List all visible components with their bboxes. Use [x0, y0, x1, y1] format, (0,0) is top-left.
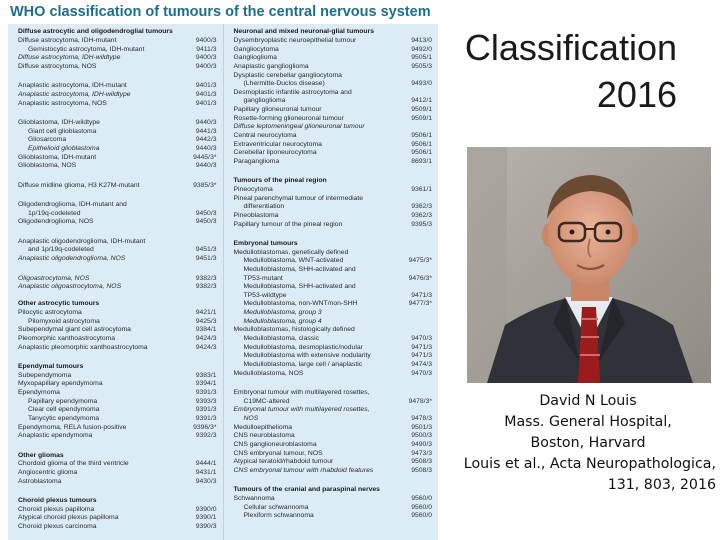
table-row — [224, 441, 439, 449]
icd-o-code: 9400/3 — [195, 62, 217, 70]
table-row — [224, 249, 439, 257]
icd-o-code: 9390/1 — [195, 514, 217, 522]
tumour-name: Neuronal and mixed neuronal-glial tumours — [233, 28, 374, 36]
slide-title — [445, 24, 677, 118]
tumour-name: Atypical teratoid/rhabdoid tumour — [233, 458, 334, 466]
who-table-right-column — [224, 24, 439, 540]
table-row — [8, 406, 223, 414]
icd-o-code: 9384/1 — [195, 326, 217, 334]
tumour-name: NOS — [243, 414, 259, 422]
table-row — [224, 257, 439, 265]
icd-o-code: 9492/0 — [411, 45, 432, 53]
tumour-name: Desmoplastic infantile astrocytoma and — [233, 88, 352, 96]
table-row — [8, 182, 223, 190]
tumour-name: Anaplastic oligoastrocytoma, NOS — [18, 283, 122, 291]
tumour-name: Medulloblastoma, WNT-activated — [243, 257, 344, 265]
table-row — [224, 389, 439, 397]
icd-o-code: 9471/3 — [411, 291, 432, 299]
table-row — [8, 119, 223, 127]
icd-o-code: 9474/3 — [411, 360, 432, 368]
table-row — [8, 255, 223, 263]
table-row — [8, 283, 223, 291]
icd-o-code: 9362/3 — [411, 211, 432, 219]
tumour-name: Glioblastoma, IDH-wildtype — [18, 119, 100, 127]
table-row — [8, 309, 223, 317]
icd-o-code: 9451/3 — [195, 255, 217, 263]
table-row — [224, 37, 439, 45]
tumour-name: Anaplastic ganglioglioma — [233, 62, 309, 70]
icd-o-code: 9382/3 — [195, 283, 217, 291]
tumour-name: Diffuse astrocytoma, IDH-wildtype — [18, 54, 121, 62]
tumour-name: Medulloblastoma, NOS — [233, 369, 304, 377]
table-row — [224, 300, 439, 308]
icd-o-code: 9560/0 — [411, 503, 432, 511]
table-row — [224, 195, 439, 203]
table-row — [8, 82, 223, 90]
icd-o-code: 9412/1 — [411, 97, 432, 105]
tumour-name: Other gliomas — [18, 451, 64, 459]
icd-o-code: 9470/3 — [411, 369, 432, 377]
tumour-name: Oligodendroglioma, IDH-mutant and — [18, 201, 127, 209]
tumour-name: Oligoastrocytoma, NOS — [18, 274, 90, 282]
who-table-title: WHO classification of tumours of the central nervous system — [10, 4, 431, 20]
tumour-name: CNS ganglioneuroblastoma — [233, 440, 317, 448]
table-row — [224, 458, 439, 466]
tumour-name: Astroblastoma — [18, 477, 62, 485]
tumour-name: Schwannoma — [233, 494, 275, 502]
tumour-name: 1p/19q-codeleted — [28, 209, 81, 217]
tumour-name: Medulloepithelioma — [233, 423, 293, 431]
tumour-name: Dysplastic cerebellar gangliocytoma — [233, 71, 342, 79]
table-row — [224, 415, 439, 423]
tumour-name: Embryonal tumour with multilayered rosettes, — [233, 406, 370, 414]
table-row — [8, 460, 223, 468]
table-row — [224, 406, 439, 414]
icd-o-code: 9411/3 — [196, 45, 217, 53]
icd-o-code: 9394/1 — [195, 380, 217, 388]
icd-o-code: 9393/3 — [195, 397, 217, 405]
tumour-name: Embryonal tumours — [233, 240, 298, 247]
tumour-name: Myxopapillary ependymoma — [18, 380, 103, 388]
table-row — [8, 54, 223, 62]
table-row — [224, 335, 439, 343]
table-row — [224, 72, 439, 80]
table-row — [8, 162, 223, 170]
icd-o-code: 9445/3* — [193, 153, 217, 161]
slide-title-line2: 2016 — [596, 74, 677, 115]
table-section-heading — [224, 177, 439, 185]
table-row — [224, 283, 439, 291]
icd-o-code: 9506/1 — [411, 149, 432, 157]
icd-o-code: 9501/3 — [411, 423, 432, 431]
tumour-name: Oligodendroglioma, NOS — [18, 218, 94, 226]
table-row — [8, 128, 223, 136]
icd-o-code: 9560/0 — [411, 494, 432, 502]
tumour-name: Diffuse midline glioma, H3 K27M-mutant — [18, 181, 140, 189]
table-row — [8, 398, 223, 406]
icd-o-code: 9385/3* — [193, 181, 217, 189]
tumour-name: Medulloblastoma, classic — [243, 335, 320, 343]
icd-o-code: 9505/1 — [411, 54, 432, 62]
tumour-name: Medulloblastoma, group 4 — [243, 317, 322, 325]
icd-o-code: 9478/3* — [408, 397, 432, 405]
table-row — [224, 326, 439, 334]
table-row — [224, 361, 439, 369]
icd-o-code: 9421/1 — [195, 309, 217, 317]
tumour-name: CNS embryonal tumour, NOS — [233, 449, 323, 457]
tumour-name: Giant cell glioblastoma — [28, 127, 97, 135]
table-row — [224, 512, 439, 520]
tumour-name: Paraganglioma — [233, 157, 280, 165]
icd-o-code: 9473/3 — [411, 449, 432, 457]
tumour-name: Choroid plexus carcinoma — [18, 522, 97, 530]
tumour-name: Pineocytoma — [233, 186, 273, 193]
tumour-name: Papillary glioneuronal tumour — [233, 106, 322, 114]
tumour-name: Tumours of the cranial and paraspinal nerves — [233, 486, 380, 494]
icd-o-code: 9444/1 — [195, 460, 217, 468]
icd-o-code: 9471/3 — [411, 343, 432, 351]
table-row — [224, 398, 439, 406]
table-section-heading — [8, 363, 223, 371]
tumour-name: Atypical choroid plexus papilloma — [18, 514, 119, 522]
tumour-name: Extraventricular neurocytoma — [233, 140, 322, 148]
table-section-heading — [224, 240, 439, 248]
tumour-name: Papillary ependymoma — [28, 397, 98, 405]
table-row — [8, 380, 223, 388]
icd-o-code: 9362/3 — [411, 203, 432, 211]
portrait-illustration — [467, 147, 711, 383]
icd-o-code: 9476/3* — [408, 274, 432, 282]
tumour-name: Subependymal giant cell astrocytoma — [18, 326, 131, 334]
table-section-heading — [8, 300, 223, 308]
table-row — [8, 91, 223, 99]
caption-citation-1: Louis et al., Acta Neuropathologica, — [463, 456, 716, 472]
caption-name: David N Louis — [539, 393, 637, 409]
tumour-name: Medulloblastoma, desmoplastic/nodular — [243, 343, 363, 351]
tumour-name: Anaplastic pleomorphic xanthoastrocytoma — [18, 343, 148, 351]
icd-o-code: 9440/3 — [195, 119, 217, 127]
table-row — [224, 149, 439, 157]
icd-o-code: 9509/1 — [411, 106, 432, 114]
tumour-name: Diffuse leptomeningeal glioneuronal tumour — [233, 123, 365, 131]
tumour-name: Other astrocytic tumours — [18, 300, 100, 308]
tumour-name: TP53-mutant — [243, 274, 283, 282]
tumour-name: Diffuse astrocytoma, IDH-mutant — [18, 36, 117, 44]
tumour-name: Gliosarcoma — [28, 136, 67, 144]
icd-o-code: 9383/1 — [195, 371, 217, 379]
tumour-name: Anaplastic astrocytoma, NOS — [18, 99, 107, 107]
icd-o-code: 9424/3 — [195, 335, 217, 343]
tumour-name: Pilocytic astrocytoma — [18, 309, 82, 317]
tumour-name: Anaplastic astrocytoma, IDH-mutant — [18, 82, 127, 90]
table-row — [224, 309, 439, 317]
tumour-name: Angiocentric glioma — [18, 468, 78, 476]
tumour-name: ganglioglioma — [243, 97, 286, 105]
table-row — [8, 424, 223, 432]
photo-caption — [440, 391, 716, 496]
tumour-name: Anaplastic oligodendroglioma, IDH-mutant — [18, 237, 146, 245]
icd-o-code: 9450/3 — [195, 218, 217, 226]
icd-o-code: 9506/1 — [411, 140, 432, 148]
tumour-name: TP53-wildtype — [243, 291, 287, 299]
table-row — [224, 115, 439, 123]
icd-o-code: 9451/3 — [195, 246, 217, 254]
tumour-name: and 1p/19q-codeleted — [28, 246, 94, 254]
table-row — [224, 504, 439, 512]
tumour-name: Choroid plexus papilloma — [18, 505, 95, 513]
caption-affiliation-2: Boston, Harvard — [530, 435, 646, 451]
table-row — [8, 238, 223, 246]
tumour-name: Clear cell ependymoma — [28, 406, 100, 414]
table-row — [8, 523, 223, 531]
icd-o-code: 9400/3 — [195, 36, 217, 44]
icd-o-code: 9470/3 — [411, 335, 432, 343]
tumour-name: differentiation — [243, 203, 285, 211]
table-row — [8, 506, 223, 514]
table-row — [8, 218, 223, 226]
tumour-name: Plexiform schwannoma — [243, 512, 314, 520]
table-row — [8, 246, 223, 254]
tumour-name: Medulloblastoma, non-WNT/non-SHH — [243, 300, 358, 308]
table-row — [224, 221, 439, 229]
tumour-name: Medulloblastoma, large cell / anaplastic — [243, 360, 363, 368]
table-row — [224, 370, 439, 378]
table-row — [8, 469, 223, 477]
tumour-name: Pineoblastoma — [233, 211, 279, 219]
tumour-name: CNS embryonal tumour with rhabdoid features — [233, 466, 374, 474]
table-row — [8, 318, 223, 326]
icd-o-code: 9508/3 — [411, 458, 432, 466]
table-section-heading — [224, 28, 439, 36]
tumour-name: Papillary tumour of the pineal region — [233, 220, 343, 228]
caption-affiliation-1: Mass. General Hospital, — [504, 414, 672, 430]
icd-o-code: 9382/3 — [195, 274, 217, 282]
tumour-name: Choroid plexus tumours — [18, 497, 97, 505]
icd-o-code: 9493/0 — [411, 80, 432, 88]
table-section-heading — [224, 486, 439, 494]
table-row — [8, 372, 223, 380]
tumour-name: Ependymoma, RELA fusion-positive — [18, 423, 127, 431]
table-row — [224, 80, 439, 88]
icd-o-code: 9413/0 — [411, 36, 432, 44]
tumour-name: Medulloblastoma with extensive nodularity — [243, 352, 371, 360]
table-row — [224, 352, 439, 360]
tumour-name: Chordoid glioma of the third ventricle — [18, 460, 129, 468]
table-row — [224, 132, 439, 140]
tumour-name: Tanycytic ependymoma — [28, 414, 100, 422]
tumour-name: Gemistocytic astrocytoma, IDH-mutant — [28, 45, 145, 53]
icd-o-code: 9505/3 — [411, 62, 432, 70]
table-row — [224, 186, 439, 194]
table-row — [224, 89, 439, 97]
icd-o-code: 9400/3 — [195, 54, 217, 62]
table-row — [8, 63, 223, 71]
tumour-name: Glioblastoma, NOS — [18, 162, 77, 170]
table-row — [224, 123, 439, 131]
tumour-name: Ependymoma — [18, 389, 60, 397]
tumour-name: Medulloblastoma, SHH-activated and — [243, 283, 356, 291]
table-section-heading — [8, 497, 223, 505]
icd-o-code: 9390/0 — [195, 505, 217, 513]
table-row — [8, 344, 223, 352]
table-row — [224, 97, 439, 105]
table-row — [224, 424, 439, 432]
who-classification-table — [8, 24, 438, 540]
icd-o-code: 9477/3* — [408, 300, 432, 308]
tumour-name: Pleomorphic xanthoastrocytoma — [18, 335, 116, 343]
icd-o-code: 9396/3* — [193, 423, 217, 431]
icd-o-code: 9401/3 — [195, 82, 217, 90]
table-row — [224, 450, 439, 458]
icd-o-code: 9391/3 — [195, 389, 217, 397]
table-row — [8, 37, 223, 45]
table-row — [8, 100, 223, 108]
table-section-heading — [8, 28, 223, 36]
table-row — [8, 210, 223, 218]
table-row — [8, 478, 223, 486]
icd-o-code: 9401/3 — [195, 90, 217, 98]
table-row — [224, 495, 439, 503]
tumour-name: Central neurocytoma — [233, 132, 297, 139]
icd-o-code: 9450/3 — [195, 209, 217, 217]
table-row — [224, 432, 439, 440]
icd-o-code: 9440/3 — [195, 162, 217, 170]
icd-o-code: 9424/3 — [195, 343, 217, 351]
table-row — [224, 203, 439, 211]
tumour-name: Pilomyxoid astrocytoma — [28, 317, 100, 325]
table-row — [8, 335, 223, 343]
caption-citation-2: 131, 803, 2016 — [607, 477, 716, 493]
icd-o-code: 9441/3 — [195, 127, 217, 135]
icd-o-code: 9440/3 — [195, 144, 217, 152]
table-row — [8, 201, 223, 209]
icd-o-code: 8693/1 — [411, 157, 432, 165]
icd-o-code: 9430/3 — [195, 477, 217, 485]
icd-o-code: 9390/3 — [195, 522, 217, 530]
tumour-name: Pineal parenchymal tumour of intermediate — [233, 194, 364, 202]
icd-o-code: 9391/3 — [195, 406, 217, 414]
table-row — [224, 54, 439, 62]
table-row — [224, 46, 439, 54]
tumour-name: Rosette-forming glioneuronal tumour — [233, 114, 344, 122]
tumour-name: Epithelioid glioblastoma — [28, 144, 100, 152]
table-row — [8, 514, 223, 522]
slide-title-line1: Classification — [464, 27, 677, 68]
tumour-name: Dysembryoplastic neuroepithelial tumour — [233, 36, 357, 44]
tumour-name: Glioblastoma, IDH-mutant — [18, 153, 97, 161]
table-row — [224, 106, 439, 114]
table-row — [8, 389, 223, 397]
table-row — [8, 154, 223, 162]
icd-o-code: 9475/3* — [408, 257, 432, 265]
tumour-name: Ependymal tumours — [18, 363, 84, 371]
icd-o-code: 9478/3 — [411, 414, 432, 422]
icd-o-code: 9471/3 — [411, 352, 432, 360]
tumour-name: Embryonal tumour with multilayered rosettes, — [233, 389, 370, 397]
table-row — [224, 318, 439, 326]
table-row — [8, 145, 223, 153]
icd-o-code: 9509/1 — [411, 114, 432, 122]
tumour-name: C19MC-altered — [243, 397, 290, 405]
icd-o-code: 9508/3 — [411, 466, 432, 474]
tumour-name: Medulloblastoma, group 3 — [243, 309, 322, 317]
icd-o-code: 9490/3 — [411, 440, 432, 448]
tumour-name: Ganglioglioma — [233, 54, 277, 62]
tumour-name: Subependymoma — [18, 371, 72, 379]
tumour-name: Medulloblastomas, genetically defined — [233, 248, 349, 256]
table-section-heading — [8, 452, 223, 460]
tumour-name: Cerebellar liponeurocytoma — [233, 149, 317, 157]
icd-o-code: 9401/3 — [195, 99, 217, 107]
icd-o-code: 9431/1 — [195, 468, 217, 476]
tumour-name: Medulloblastomas, histologically defined — [233, 326, 355, 334]
tumour-name: Cellular schwannoma — [243, 503, 309, 511]
icd-o-code: 9395/3 — [411, 220, 432, 228]
who-classification-figure — [8, 0, 438, 540]
table-row — [224, 275, 439, 283]
icd-o-code: 9361/1 — [411, 186, 432, 193]
table-row — [224, 467, 439, 475]
icd-o-code: 9560/0 — [411, 512, 432, 520]
table-row — [8, 275, 223, 283]
table-row — [224, 266, 439, 274]
icd-o-code: 9506/1 — [411, 132, 432, 139]
table-row — [8, 46, 223, 54]
table-row — [8, 432, 223, 440]
table-row — [8, 415, 223, 423]
tumour-name: Anaplastic ependymoma — [18, 432, 93, 440]
tumour-name: Anaplastic astrocytoma, IDH-wildtype — [18, 90, 131, 98]
tumour-name: Diffuse astrocytic and oligodendroglial tumours — [18, 28, 173, 36]
who-table-left-column — [8, 24, 224, 540]
table-row — [224, 344, 439, 352]
icd-o-code: 9425/3 — [195, 317, 217, 325]
table-row — [8, 136, 223, 144]
icd-o-code: 9391/3 — [195, 414, 217, 422]
table-row — [224, 63, 439, 71]
table-row — [224, 141, 439, 149]
tumour-name: Diffuse astrocytoma, NOS — [18, 62, 97, 70]
tumour-name: (Lhermitte-Duclos disease) — [243, 80, 325, 88]
tumour-name: Anaplastic oligodendroglioma, NOS — [18, 255, 126, 263]
tumour-name: Medulloblastoma, SHH-activated and — [243, 265, 356, 273]
tumour-name: Tumours of the pineal region — [233, 177, 327, 185]
table-row — [224, 292, 439, 300]
table-row — [224, 158, 439, 166]
icd-o-code: 9500/3 — [411, 432, 432, 440]
table-row — [8, 326, 223, 334]
icd-o-code: 9442/3 — [195, 136, 217, 144]
icd-o-code: 9392/3 — [195, 432, 217, 440]
author-portrait-photo — [467, 147, 711, 383]
table-row — [224, 212, 439, 220]
tumour-name: Gangliocytoma — [233, 45, 279, 53]
tumour-name: CNS neuroblastoma — [233, 432, 295, 440]
